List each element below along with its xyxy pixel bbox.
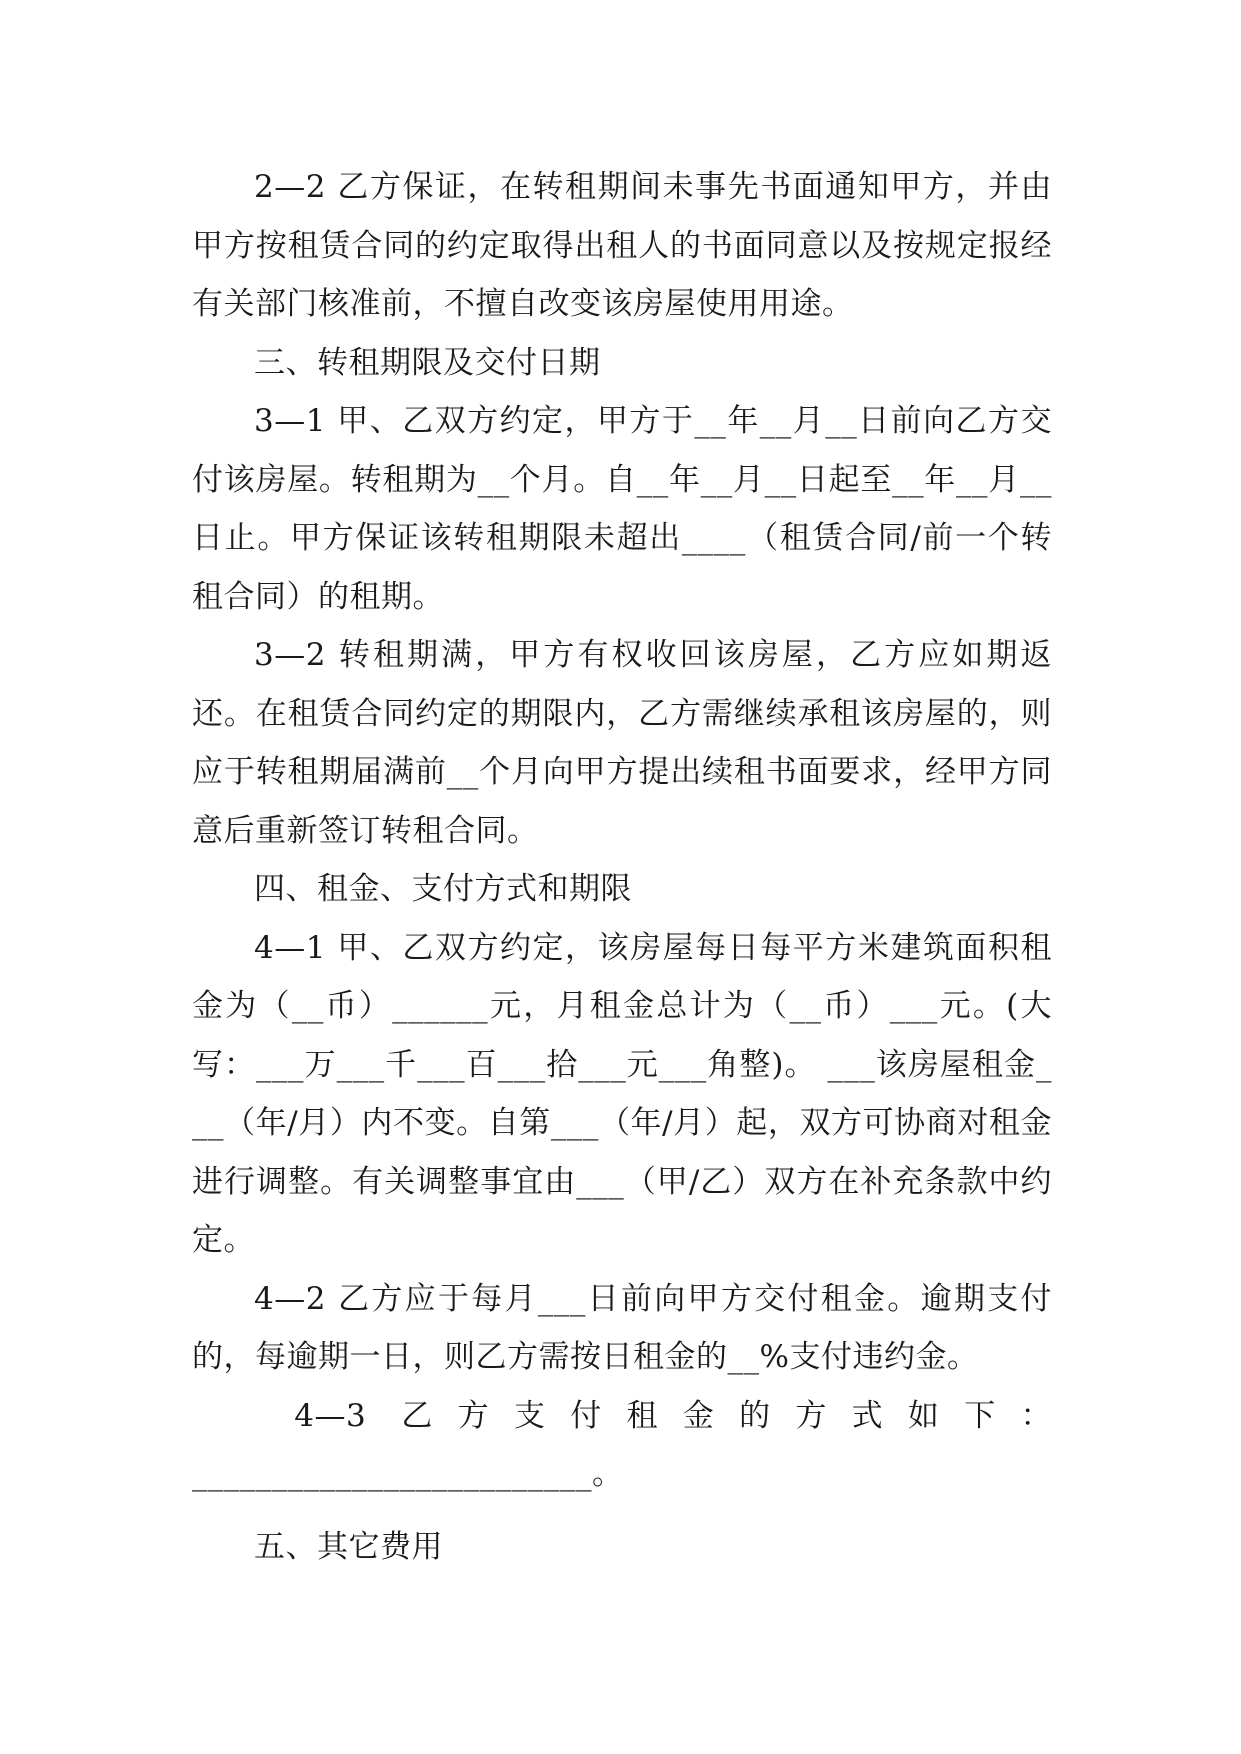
clause-4-3-paragraph: 4—3 乙方支付租金的方式如下： <box>294 1397 1052 1434</box>
section-3-heading: 三、转租期限及交付日期 <box>254 344 601 381</box>
section-4-heading: 四、租金、支付方式和期限 <box>254 871 632 907</box>
clause-4-2-paragraph: 4—2 乙方应于每月___日前向甲方交付租金。逾期支付的，每逾期一日，则乙方需按日租金的__%支付违约金。 <box>192 1280 1052 1375</box>
clause-2-2-paragraph: 2—2 乙方保证，在转租期间未事先书面通知甲方，并由甲方按租赁合同的约定取得出租人的书面同意以及按规定报经有关部门核准前，不擅自改变该房屋使用用途。 <box>192 169 1052 322</box>
document-page <box>192 158 1052 1576</box>
section-5-heading: 五、其它费用 <box>254 1528 443 1565</box>
clause-4-1-paragraph: 4—1 甲、乙双方约定，该房屋每日每平方米建筑面积租金为（__币）______元，月租金总计为（__币）___元。(大写：___万___千___百___拾___元___角整)。 ___该房屋租金___（年/月）内不变。自第___（年/月）起，双方可协商对租金进行调整。有关调整事宜由___（甲/乙）双方在补充条款中约定。 <box>192 929 1052 1258</box>
clause-3-2-paragraph: 3—2 转租期满，甲方有权收回该房屋，乙方应如期返还。在租赁合同约定的期限内，乙方需继续承租该房屋的，则应于转租期届满前__个月向甲方提出续租书面要求，经甲方同意后重新签订转租合同。 <box>192 637 1052 849</box>
paragraph-spacer <box>192 1504 1052 1518</box>
clause-4-3-fill-in-blank: _________________________。 <box>192 1456 624 1492</box>
clause-3-1-paragraph: 3—1 甲、乙双方约定，甲方于__年__月__日前向乙方交付该房屋。转租期为__个月。自__年__月__日起至__年__月__日止。甲方保证该转租期限未超出____（租赁合同/前一个转租合同）的租期。 <box>192 403 1052 615</box>
